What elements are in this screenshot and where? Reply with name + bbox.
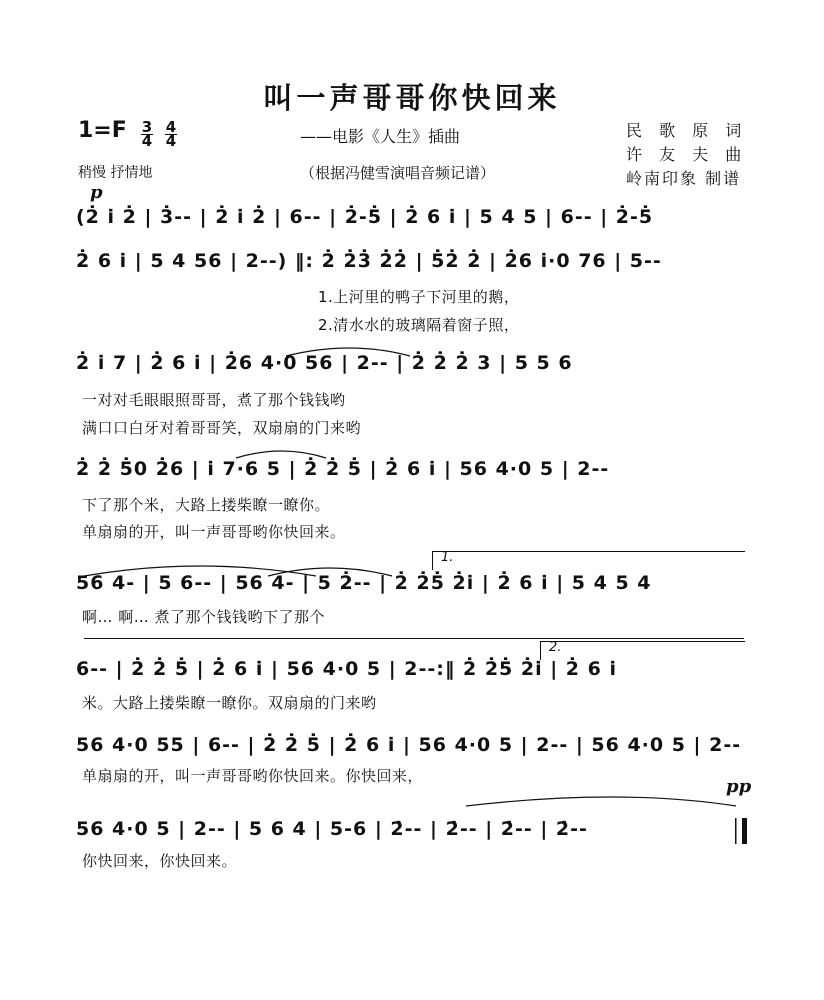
time-signature-3-4: 3 4 — [141, 118, 153, 150]
lyrics-verse-2-line-1: 2.清水水的玻璃隔着窗子照， — [318, 316, 520, 334]
music-line-7: 56 4·0 55 | 6-- | 2̇ 2̇ 5̇ | 2̇ 6 i̇ | 56 4·0 5 | 2-- | 56 4·0 5 | 2-- — [76, 734, 742, 756]
music-line-4: 2̇ 2̇ 5̇0 2̇6 | i̇ 7·6 5 | 2̇ 2̇ 5̇ | 2̇ 6 i̇ | 56 4·0 5 | 2-- — [76, 458, 610, 480]
lyricist-credit: 民 歌 原 词 — [626, 121, 748, 140]
arranger-credit: 岭南印象 制谱 — [626, 169, 742, 188]
song-title: 叫一声哥哥你快回来 — [263, 81, 561, 115]
lyrics-line-8: 你快回来，你快回来。 — [82, 852, 238, 870]
lyrics-verse-1-line-2: 一对对毛眼眼照哥哥，煮了那个钱钱哟 — [82, 391, 346, 409]
dynamic-pianissimo: pp — [726, 776, 752, 797]
lyrics-verse-2-line-3: 单扇扇的开，叫一声哥哥哟你快回来。 — [82, 523, 346, 541]
music-line-5: 56 4- | 5 6-- | 56 4- | 5 2̇-- | 2̇ 2̇5̇ 2̇i̇ | 2̇ 6 i̇ | 5 4 5 4 — [76, 572, 652, 594]
transcription-note: （根据冯健雪演唱音频记谱） — [300, 164, 496, 182]
slur — [268, 568, 392, 576]
time-signature-4-4: 4 4 — [165, 118, 177, 150]
composer-credit: 许 友 夫 曲 — [626, 145, 748, 164]
music-line-8: 56 4·0 5 | 2-- | 5 6 4 | 5-6 | 2̇-- | 2̇-- | 2̇-- | 2̇-- — [76, 818, 588, 840]
dynamic-piano: p — [90, 182, 103, 203]
lyrics-line-6: 米。大路上搂柴瞭一瞭你。双扇扇的门来哟 — [82, 694, 377, 712]
first-ending-bracket: 1. — [432, 551, 745, 570]
lyrics-verse-1-line-3: 下了那个米，大路上搂柴瞭一瞭你。 — [82, 496, 331, 514]
lyrics-verse-1-line-1: 1.上河里的鸭子下河里的鹅， — [318, 288, 520, 306]
music-line-2: 2̇ 6 i̇ | 5 4 56 | 2--) ‖: 2̇ 2̇3̇ 2̇2̇ | 5̇2̇ 2̇ | 2̇6 i̇·0 76 | 5-- — [76, 250, 662, 272]
second-ending-bracket: 2. — [540, 641, 745, 660]
subtitle: ——电影《人生》插曲 — [300, 127, 461, 146]
slur — [466, 797, 736, 806]
key-signature: 1=F — [78, 118, 127, 143]
lyrics-verse-2-line-2: 满口口白牙对着哥哥笑，双扇扇的门来哟 — [82, 419, 362, 437]
slur — [236, 451, 326, 458]
music-line-6: 6-- | 2̇ 2̇ 5̇ | 2̇ 6 i̇ | 56 4·0 5 | 2--:‖ 2̇ 2̇5̇ 2̇i̇ | 2̇ 6 i̇ — [76, 658, 617, 680]
music-line-1: (2̇ i̇ 2̇ | 3̇-- | 2̇ i̇ 2̇ | 6-- | 2̇-5̇ | 2̇ 6 i̇ | 5 4 5 | 6-- | 2̇-5̇ — [76, 206, 654, 228]
tempo-marking: 稍慢 抒情地 — [78, 165, 153, 181]
slur — [286, 348, 410, 356]
lyrics-line-5: 啊… 啊… 煮了那个钱钱哟下了那个 — [82, 608, 326, 626]
final-barline-thin — [735, 818, 737, 844]
music-line-3: 2̇ i̇ 7 | 2̇ 6 i̇ | 2̇6 4·0 56 | 2-- | 2̇ 2̇ 2̇ 3 | 5 5 6 — [76, 352, 573, 374]
slur — [84, 566, 316, 576]
final-barline — [742, 818, 747, 844]
lyrics-line-7: 单扇扇的开，叫一声哥哥哟你快回来。你快回来， — [82, 767, 424, 785]
